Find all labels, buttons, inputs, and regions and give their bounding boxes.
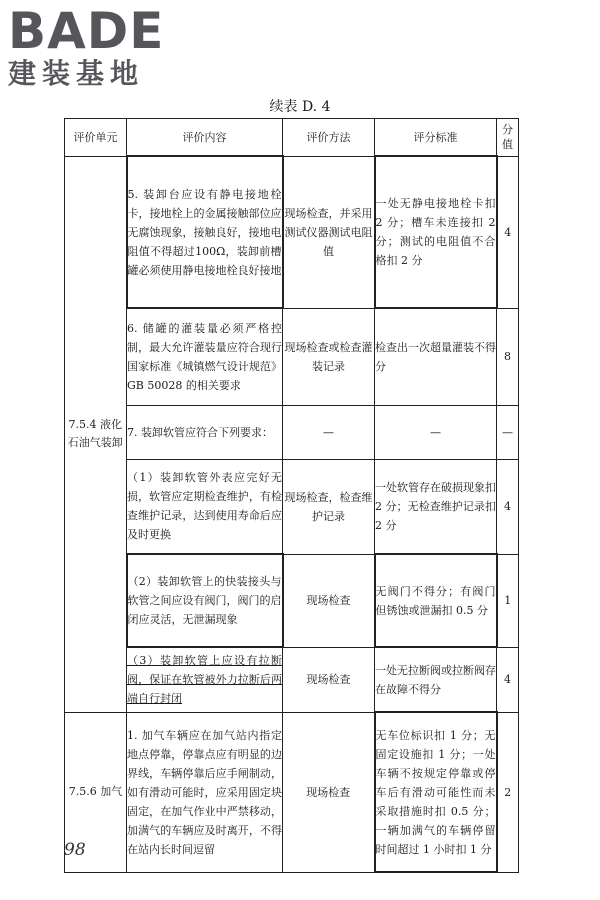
cell-score: 4 — [497, 156, 519, 308]
cell-criteria: 无阀门不得分；有阀门但锈蚀或泄漏扣 0.5 分 — [375, 554, 497, 647]
cell-method: — — [283, 405, 375, 459]
bade-logo — [8, 2, 164, 90]
cell-content: 5. 装卸台应设有静电接地栓卡，接地栓上的金属接触部位应无腐蚀现象，接触良好，接地电阻值不得超过100Ω，装卸前槽罐必须使用静电接地栓良好接地 — [127, 156, 283, 308]
cell-content: 6. 储罐的灌装量必须严格控制，最大允许灌装量应符合现行国家标准《城镇燃气设计规范》GB 50028 的相关要求 — [127, 308, 283, 405]
cell-criteria: — — [375, 405, 497, 459]
cell-method: 现场检查 — [283, 647, 375, 712]
cell-method: 现场检查 — [283, 554, 375, 647]
table-row — [65, 712, 519, 872]
table-row — [65, 647, 519, 712]
cell-content: （2）装卸软管上的快装接头与软管之间应设有阀门，阀门的启闭应灵活，无泄漏现象 — [127, 554, 283, 647]
cell-method: 现场检查，检查维护记录 — [283, 459, 375, 554]
cell-criteria: 一处软管存在破损现象扣 2 分；无检查维护记录扣 2 分 — [375, 459, 497, 554]
header-score: 分值 — [497, 119, 519, 157]
header-method: 评价方法 — [283, 119, 375, 157]
table-row — [65, 156, 519, 308]
cell-score: — — [497, 405, 519, 459]
header-content: 评价内容 — [127, 119, 283, 157]
cell-content: 1. 加气车辆应在加气站内指定地点停靠，停靠点应有明显的边界线，车辆停靠后应手闸制动，如有滑动可能时，应采用固定块固定，在加气作业中严禁移动，加满气的车辆应及时离开，不得在站内长时间逗留 — [127, 712, 283, 872]
table-row — [65, 405, 519, 459]
cell-score: 8 — [497, 308, 519, 405]
cell-criteria: 检查出一次超量灌装不得分 — [375, 308, 497, 405]
table-row — [65, 554, 519, 647]
unit-refueling: 7.5.6 加气 — [65, 712, 127, 872]
cell-method: 现场检查 — [283, 712, 375, 872]
cell-criteria: 一处无拉断阀或拉断阀存在故障不得分 — [375, 647, 497, 712]
cell-content: （1）装卸软管外表应完好无损，软管应定期检查维护，有检查维护记录，达到使用寿命后应及时更换 — [127, 459, 283, 554]
cell-method: 现场检查，并采用测试仪器测试电阻值 — [283, 156, 375, 308]
cell-method: 现场检查或检查灌装记录 — [283, 308, 375, 405]
cell-content: 7. 装卸软管应符合下列要求： — [127, 405, 283, 459]
logo-wordmark: BADE — [8, 2, 165, 60]
header-criteria: 评分标准 — [375, 119, 497, 157]
header-unit: 评价单元 — [65, 119, 127, 157]
table-row — [65, 459, 519, 554]
cell-score: 1 — [497, 554, 519, 647]
cell-criteria: 一处无静电接地栓卡扣 2 分；槽车未连接扣 2 分；测试的电阻值不合格扣 2 分 — [375, 156, 497, 308]
cell-score: 4 — [497, 459, 519, 554]
cell-score: 4 — [497, 647, 519, 712]
unit-lpg-loading: 7.5.4 液化石油气装卸 — [65, 156, 127, 712]
evaluation-table — [64, 118, 519, 873]
page-number: 98 — [64, 840, 86, 860]
cell-content: （3）装卸软管上应设有拉断阀，保证在软管被外力拉断后两端自行封闭 — [127, 647, 283, 712]
cell-criteria: 无车位标识扣 1 分；无固定设施扣 1 分；一处车辆不按规定停靠或停车后有滑动可能性而未采取措施时扣 0.5 分；一辆加满气的车辆停留时间超过 1 小时扣 1 分 — [375, 712, 497, 872]
cell-score: 2 — [497, 712, 519, 872]
table-header-row — [65, 119, 519, 157]
logo-subtitle: 建装基地 — [8, 57, 145, 90]
table-row — [65, 308, 519, 405]
table-caption: 续表 D. 4 — [269, 99, 331, 115]
